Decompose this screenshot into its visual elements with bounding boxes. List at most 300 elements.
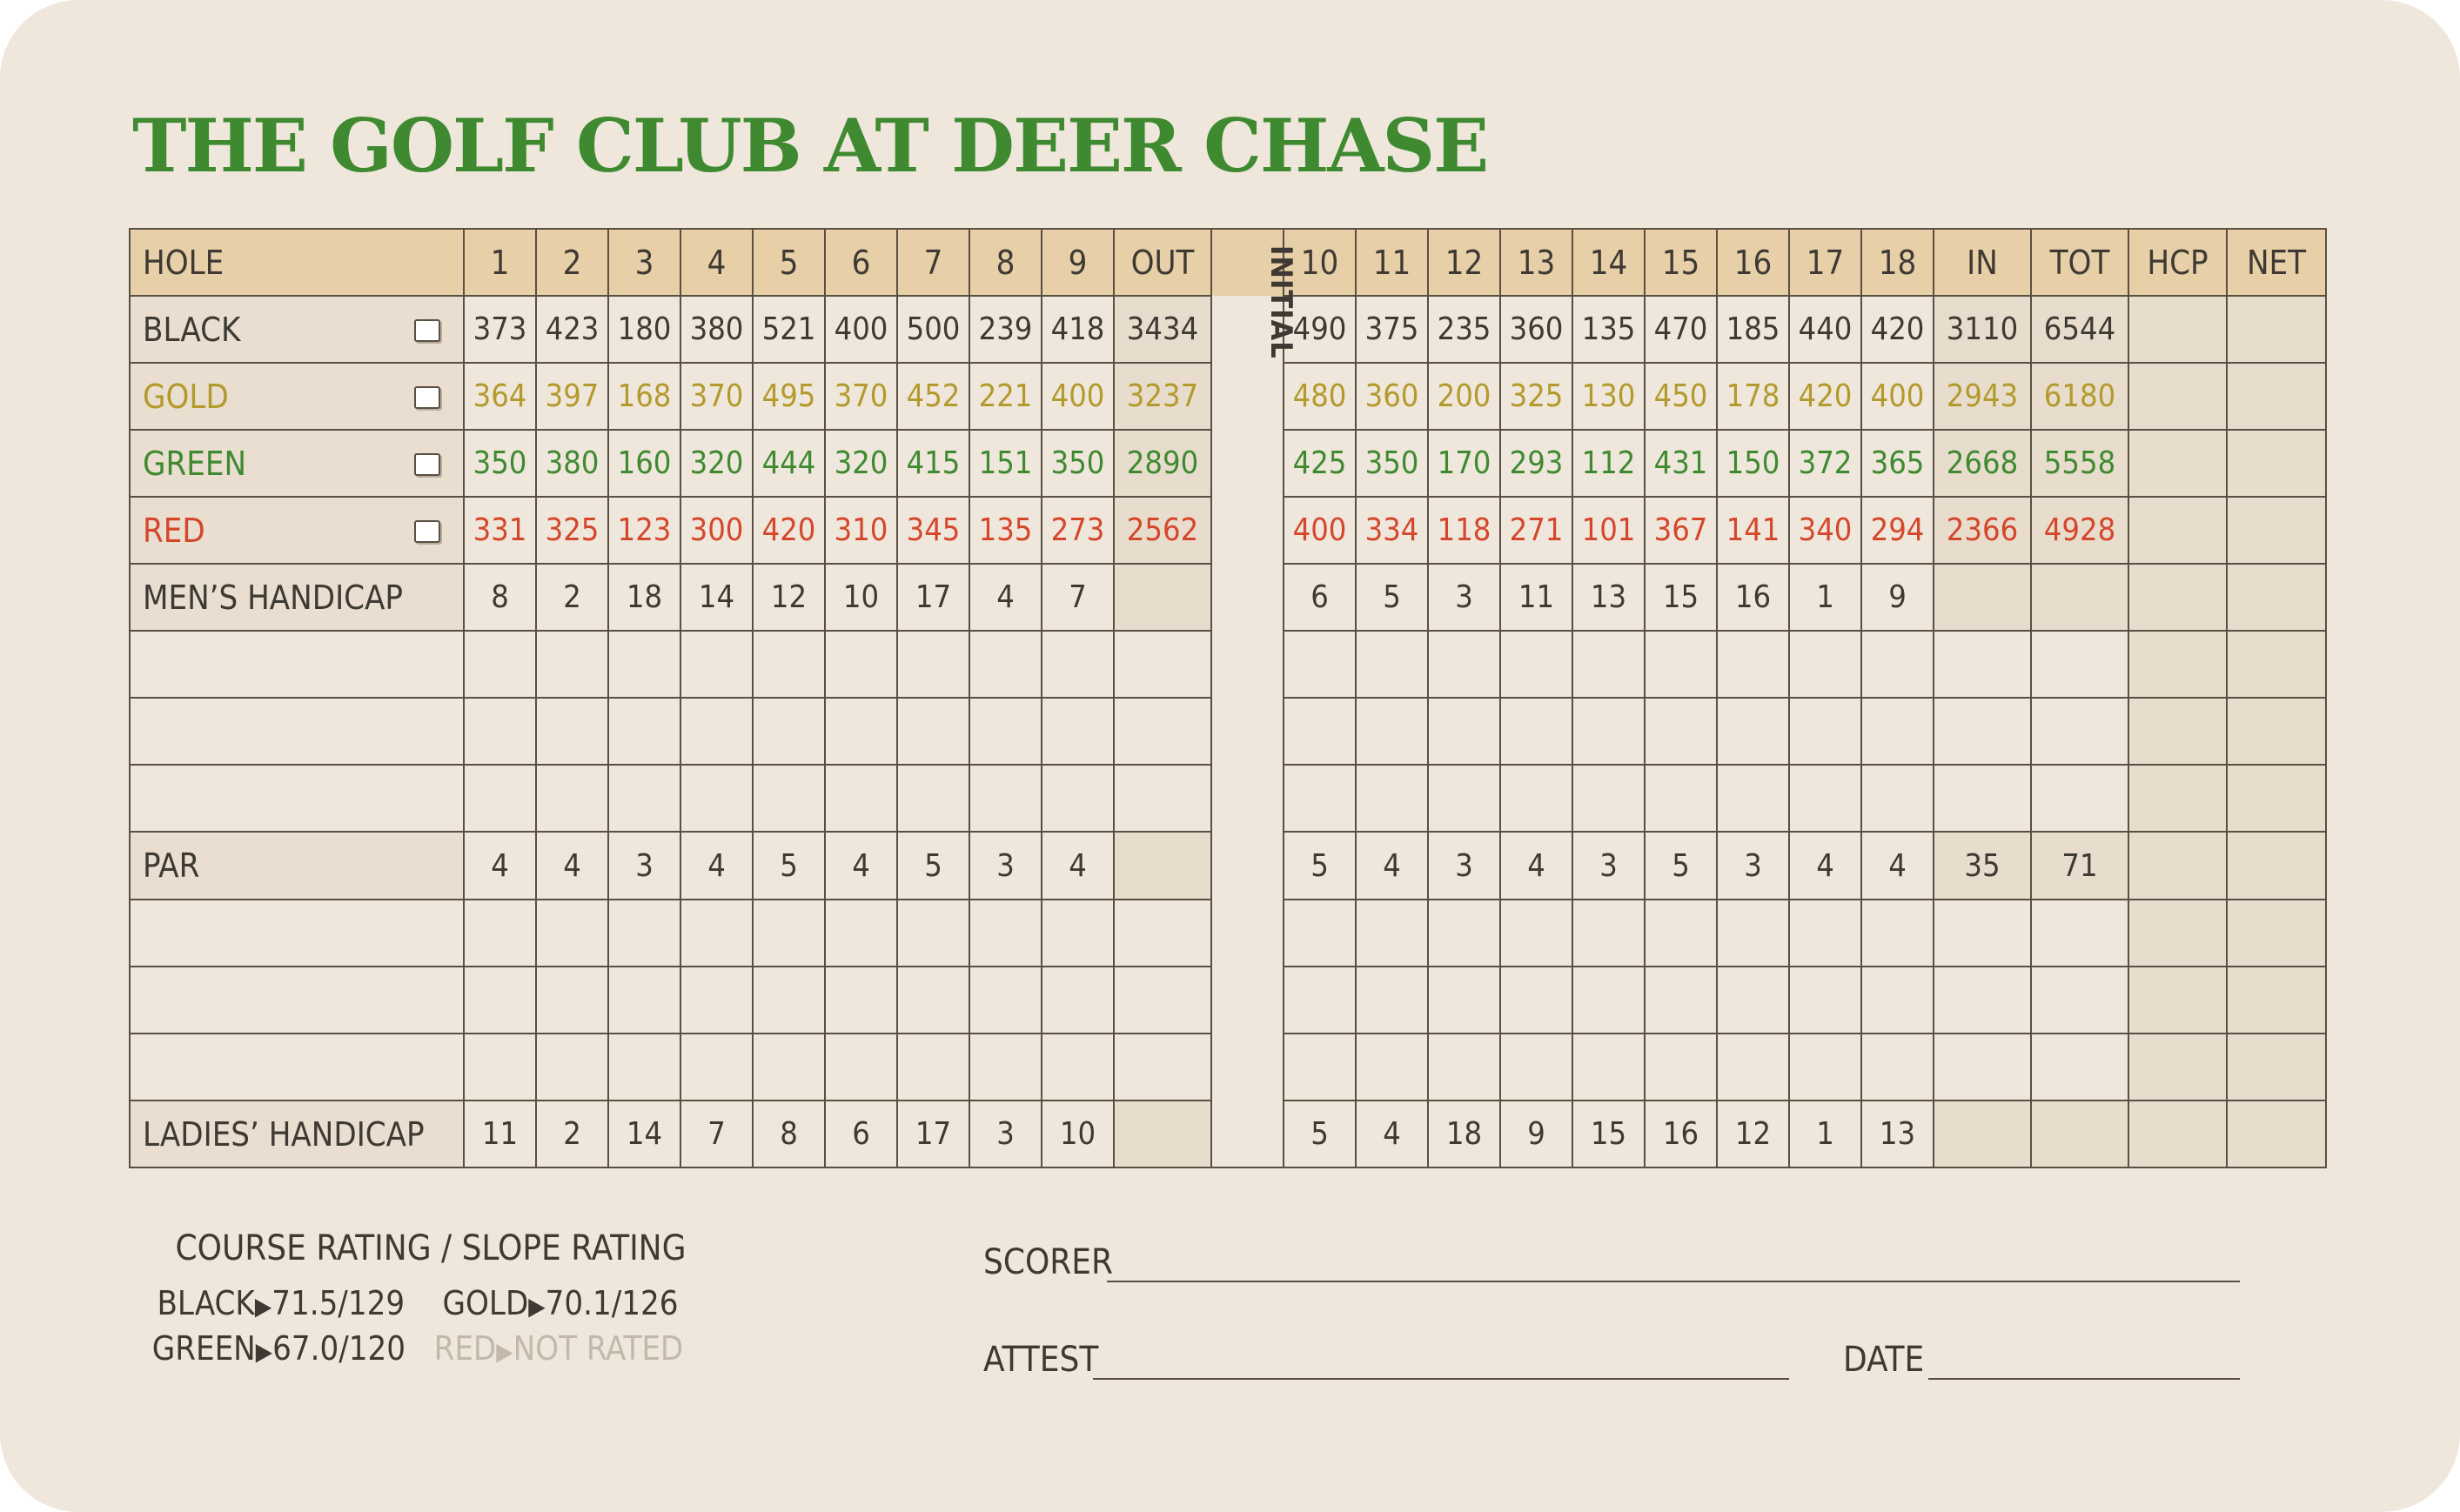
tee-label: RED — [143, 511, 205, 550]
score-cell[interactable] — [1428, 1034, 1500, 1101]
yardage-cell: 370 — [680, 363, 753, 430]
yardage-cell: 135 — [969, 497, 1042, 564]
hcp-cell[interactable] — [2128, 497, 2227, 564]
yardage-cell: 470 — [1645, 296, 1717, 363]
score-cell[interactable] — [1284, 698, 1356, 765]
mens-handicap-cell: 15 — [1645, 564, 1717, 631]
hole-number: 4 — [680, 229, 753, 296]
scorer-line[interactable] — [1107, 1281, 2240, 1282]
yardage-cell: 400 — [1861, 363, 1934, 430]
net-cell[interactable] — [2227, 1101, 2326, 1167]
score-cell[interactable] — [680, 967, 753, 1034]
score-cell[interactable] — [1572, 698, 1645, 765]
hole-number: 5 — [753, 229, 825, 296]
table-row — [130, 430, 2326, 497]
yardage-cell: 415 — [897, 430, 969, 497]
yardage-cell: 423 — [536, 296, 608, 363]
rating-black-label: BLACK — [157, 1284, 255, 1322]
par-cell: 5 — [897, 832, 969, 900]
table-row — [130, 765, 2326, 832]
score-cell[interactable] — [1861, 1034, 1934, 1101]
initial-column[interactable] — [1211, 1034, 1284, 1101]
score-cell[interactable] — [969, 698, 1042, 765]
score-cell[interactable] — [1645, 1034, 1717, 1101]
tot-cell[interactable] — [2031, 765, 2128, 832]
date-label: DATE — [1843, 1340, 1925, 1380]
score-cell[interactable] — [1284, 765, 1356, 832]
yardage-cell: 350 — [1042, 430, 1114, 497]
yardage-cell: 101 — [1572, 497, 1645, 564]
net-header: NET — [2227, 229, 2326, 296]
hole-number: 8 — [969, 229, 1042, 296]
tot-cell — [2031, 1101, 2128, 1167]
score-cell[interactable] — [680, 765, 753, 832]
arrow-icon: ▶ — [496, 1337, 513, 1366]
tot-cell[interactable] — [2031, 1034, 2128, 1101]
hcp-cell[interactable] — [2128, 430, 2227, 497]
course-title: THE GOLF CLUB AT DEER CHASE — [132, 103, 1488, 189]
arrow-icon: ▶ — [528, 1292, 546, 1321]
initial-column[interactable] — [1211, 900, 1284, 967]
player-name-cell[interactable] — [130, 631, 464, 698]
tot-cell[interactable] — [2031, 900, 2128, 967]
attest-line[interactable] — [1093, 1378, 1789, 1380]
score-cell[interactable] — [1500, 900, 1572, 967]
score-cell[interactable] — [464, 967, 536, 1034]
out-cell[interactable] — [1114, 900, 1211, 967]
score-cell[interactable] — [608, 765, 680, 832]
tot-total: 5558 — [2031, 430, 2128, 497]
score-cell[interactable] — [464, 900, 536, 967]
date-line[interactable] — [1928, 1378, 2240, 1380]
player-name-cell[interactable] — [130, 698, 464, 765]
score-cell[interactable] — [1356, 698, 1428, 765]
ladies-handicap-cell: 3 — [969, 1101, 1042, 1167]
score-cell[interactable] — [897, 967, 969, 1034]
tot-cell[interactable] — [2031, 967, 2128, 1034]
score-cell[interactable] — [1861, 967, 1934, 1034]
initial-column[interactable] — [1211, 967, 1284, 1034]
in-total: 2668 — [1934, 430, 2031, 497]
in-cell — [1934, 564, 2031, 631]
ladies-handicap-cell: 17 — [897, 1101, 969, 1167]
hcp-cell[interactable] — [2128, 296, 2227, 363]
yardage-cell: 273 — [1042, 497, 1114, 564]
net-cell[interactable] — [2227, 631, 2326, 698]
hole-number: 14 — [1572, 229, 1645, 296]
score-cell[interactable] — [464, 631, 536, 698]
initial-column[interactable] — [1211, 832, 1284, 900]
tee-checkbox[interactable] — [414, 319, 440, 342]
table-row — [130, 900, 2326, 967]
mens-handicap-cell: 16 — [1717, 564, 1789, 631]
score-cell[interactable] — [753, 698, 825, 765]
score-cell[interactable] — [825, 900, 897, 967]
hole-number: 15 — [1645, 229, 1717, 296]
out-cell[interactable] — [1114, 631, 1211, 698]
score-cell[interactable] — [1428, 765, 1500, 832]
hcp-cell[interactable] — [2128, 363, 2227, 430]
ratings-line-1 — [131, 1284, 705, 1322]
hole-number: 6 — [825, 229, 897, 296]
score-cell[interactable] — [1789, 631, 1861, 698]
par-cell: 4 — [1861, 832, 1934, 900]
yardage-cell: 340 — [1789, 497, 1861, 564]
hcp-cell[interactable] — [2128, 698, 2227, 765]
net-cell[interactable] — [2227, 296, 2326, 363]
yardage-cell: 235 — [1428, 296, 1500, 363]
score-cell[interactable] — [536, 631, 608, 698]
score-cell[interactable] — [753, 631, 825, 698]
in-cell[interactable] — [1934, 631, 2031, 698]
out-cell[interactable] — [1114, 765, 1211, 832]
yardage-cell: 160 — [608, 430, 680, 497]
hole-header: HOLE — [130, 229, 464, 296]
yardage-cell: 135 — [1572, 296, 1645, 363]
score-cell[interactable] — [897, 631, 969, 698]
par-cell: 4 — [680, 832, 753, 900]
score-cell[interactable] — [1789, 1034, 1861, 1101]
yardage-cell: 118 — [1428, 497, 1500, 564]
ladies-handicap-cell: 10 — [1042, 1101, 1114, 1167]
ladies-handicap-label: LADIES’ HANDICAP — [130, 1101, 464, 1167]
out-total: 3434 — [1114, 296, 1211, 363]
yardage-cell: 431 — [1645, 430, 1717, 497]
tot-header: TOT — [2031, 229, 2128, 296]
yardage-cell: 180 — [608, 296, 680, 363]
yardage-cell: 293 — [1500, 430, 1572, 497]
table-row — [130, 296, 2326, 363]
yardage-cell: 420 — [753, 497, 825, 564]
in-cell — [1934, 1101, 2031, 1167]
hole-number: 13 — [1500, 229, 1572, 296]
score-cell[interactable] — [1861, 631, 1934, 698]
yardage-cell: 370 — [825, 363, 897, 430]
ladies-handicap-cell: 6 — [825, 1101, 897, 1167]
score-cell[interactable] — [1356, 765, 1428, 832]
par-label: PAR — [130, 832, 464, 900]
player-name-cell[interactable] — [130, 967, 464, 1034]
score-cell[interactable] — [1717, 1034, 1789, 1101]
table-row — [130, 497, 2326, 564]
ladies-handicap-cell: 14 — [608, 1101, 680, 1167]
ladies-handicap-cell: 2 — [536, 1101, 608, 1167]
score-cell[interactable] — [1500, 765, 1572, 832]
score-cell[interactable] — [1042, 698, 1114, 765]
hole-number: 16 — [1717, 229, 1789, 296]
in-cell[interactable] — [1934, 765, 2031, 832]
rating-black-value: 71.5/129 — [271, 1284, 406, 1322]
score-cell[interactable] — [1284, 631, 1356, 698]
score-cell[interactable] — [1717, 698, 1789, 765]
yardage-cell: 360 — [1356, 363, 1428, 430]
yardage-cell: 271 — [1500, 497, 1572, 564]
yardage-cell: 373 — [464, 296, 536, 363]
score-cell[interactable] — [1042, 1034, 1114, 1101]
yardage-cell: 490 — [1284, 296, 1356, 363]
net-cell[interactable] — [2227, 967, 2326, 1034]
score-cell[interactable] — [536, 698, 608, 765]
hole-number: 11 — [1356, 229, 1428, 296]
score-cell[interactable] — [969, 765, 1042, 832]
mens-handicap-cell: 18 — [608, 564, 680, 631]
score-cell[interactable] — [1428, 900, 1500, 967]
score-cell[interactable] — [1717, 900, 1789, 967]
hcp-cell[interactable] — [2128, 564, 2227, 631]
score-cell[interactable] — [608, 631, 680, 698]
score-cell[interactable] — [897, 698, 969, 765]
score-cell[interactable] — [1645, 900, 1717, 967]
score-cell[interactable] — [753, 900, 825, 967]
score-cell[interactable] — [1789, 967, 1861, 1034]
score-cell[interactable] — [680, 1034, 753, 1101]
score-cell[interactable] — [1645, 698, 1717, 765]
score-cell[interactable] — [753, 765, 825, 832]
score-cell[interactable] — [825, 698, 897, 765]
score-cell[interactable] — [753, 967, 825, 1034]
score-cell[interactable] — [1500, 631, 1572, 698]
net-cell[interactable] — [2227, 698, 2326, 765]
score-cell[interactable] — [1645, 631, 1717, 698]
initial-column[interactable] — [1211, 631, 1284, 698]
hcp-cell[interactable] — [2128, 1034, 2227, 1101]
score-cell[interactable] — [1572, 967, 1645, 1034]
yardage-cell: 350 — [1356, 430, 1428, 497]
score-cell[interactable] — [608, 900, 680, 967]
yardage-cell: 397 — [536, 363, 608, 430]
score-cell[interactable] — [536, 1034, 608, 1101]
in-header: IN — [1934, 229, 2031, 296]
hole-number: 17 — [1789, 229, 1861, 296]
score-cell[interactable] — [608, 967, 680, 1034]
net-cell[interactable] — [2227, 497, 2326, 564]
arrow-icon: ▶ — [254, 1292, 272, 1321]
score-cell[interactable] — [825, 765, 897, 832]
out-cell — [1114, 564, 1211, 631]
score-cell[interactable] — [464, 1034, 536, 1101]
yardage-cell: 123 — [608, 497, 680, 564]
tot-cell[interactable] — [2031, 698, 2128, 765]
net-cell[interactable] — [2227, 832, 2326, 900]
score-cell[interactable] — [825, 1034, 897, 1101]
score-cell[interactable] — [536, 900, 608, 967]
score-cell[interactable] — [1861, 698, 1934, 765]
score-cell[interactable] — [897, 1034, 969, 1101]
score-cell[interactable] — [1717, 967, 1789, 1034]
hcp-cell[interactable] — [2128, 765, 2227, 832]
in-total: 3110 — [1934, 296, 2031, 363]
net-cell[interactable] — [2227, 430, 2326, 497]
tee-name — [130, 430, 464, 497]
table-row — [130, 1034, 2326, 1101]
score-cell[interactable] — [1572, 900, 1645, 967]
out-cell[interactable] — [1114, 698, 1211, 765]
hole-number: 7 — [897, 229, 969, 296]
par-cell: 3 — [1572, 832, 1645, 900]
ladies-handicap-cell: 1 — [1789, 1101, 1861, 1167]
net-cell[interactable] — [2227, 900, 2326, 967]
hcp-header: HCP — [2128, 229, 2227, 296]
score-cell[interactable] — [1042, 900, 1114, 967]
score-cell[interactable] — [1500, 698, 1572, 765]
par-cell: 4 — [1789, 832, 1861, 900]
yardage-cell: 444 — [753, 430, 825, 497]
score-cell[interactable] — [753, 1034, 825, 1101]
arrow-icon: ▶ — [255, 1337, 273, 1366]
yardage-cell: 331 — [464, 497, 536, 564]
score-cell[interactable] — [969, 1034, 1042, 1101]
score-cell[interactable] — [897, 900, 969, 967]
score-cell[interactable] — [536, 765, 608, 832]
score-cell[interactable] — [536, 967, 608, 1034]
score-cell[interactable] — [897, 765, 969, 832]
score-cell[interactable] — [1284, 967, 1356, 1034]
hcp-cell[interactable] — [2128, 967, 2227, 1034]
tot-cell[interactable] — [2031, 631, 2128, 698]
yardage-cell: 130 — [1572, 363, 1645, 430]
score-cell[interactable] — [825, 631, 897, 698]
in-cell[interactable] — [1934, 698, 2031, 765]
hcp-cell[interactable] — [2128, 900, 2227, 967]
yardage-cell: 239 — [969, 296, 1042, 363]
yardage-cell: 320 — [825, 430, 897, 497]
score-cell[interactable] — [608, 698, 680, 765]
yardage-cell: 418 — [1042, 296, 1114, 363]
hole-number: 3 — [608, 229, 680, 296]
score-cell[interactable] — [1645, 967, 1717, 1034]
initial-column[interactable] — [1211, 564, 1284, 631]
score-cell[interactable] — [1356, 967, 1428, 1034]
score-cell[interactable] — [1042, 765, 1114, 832]
tee-checkbox[interactable] — [414, 520, 440, 543]
ladies-handicap-cell: 8 — [753, 1101, 825, 1167]
mens-handicap-cell: 1 — [1789, 564, 1861, 631]
score-cell[interactable] — [1645, 765, 1717, 832]
par-cell: 5 — [1645, 832, 1717, 900]
out-cell[interactable] — [1114, 967, 1211, 1034]
in-cell[interactable] — [1934, 1034, 2031, 1101]
table-row — [130, 363, 2326, 430]
score-cell[interactable] — [1284, 1034, 1356, 1101]
tee-name — [130, 363, 464, 430]
score-cell[interactable] — [1717, 765, 1789, 832]
score-cell[interactable] — [1861, 900, 1934, 967]
in-cell: 35 — [1934, 832, 2031, 900]
score-cell[interactable] — [608, 1034, 680, 1101]
tee-label: GOLD — [143, 377, 229, 416]
ladies-handicap-cell: 4 — [1356, 1101, 1428, 1167]
ladies-handicap-cell: 7 — [680, 1101, 753, 1167]
hcp-cell[interactable] — [2128, 631, 2227, 698]
score-cell[interactable] — [1717, 631, 1789, 698]
score-cell[interactable] — [680, 631, 753, 698]
out-total: 2562 — [1114, 497, 1211, 564]
par-cell: 3 — [608, 832, 680, 900]
mens-handicap-cell: 4 — [969, 564, 1042, 631]
tee-checkbox[interactable] — [414, 386, 440, 409]
score-cell[interactable] — [1572, 631, 1645, 698]
player-name-cell[interactable] — [130, 900, 464, 967]
initial-column[interactable] — [1211, 698, 1284, 765]
in-cell[interactable] — [1934, 900, 2031, 967]
score-cell[interactable] — [1284, 900, 1356, 967]
initial-column[interactable] — [1211, 765, 1284, 832]
score-cell[interactable] — [969, 967, 1042, 1034]
rating-green-value: 67.0/120 — [272, 1329, 406, 1368]
hcp-cell[interactable] — [2128, 1101, 2227, 1167]
score-cell[interactable] — [969, 631, 1042, 698]
ladies-handicap-cell: 16 — [1645, 1101, 1717, 1167]
initial-column[interactable] — [1211, 363, 1284, 430]
score-cell[interactable] — [1428, 967, 1500, 1034]
score-cell[interactable] — [464, 765, 536, 832]
mens-handicap-cell: 12 — [753, 564, 825, 631]
score-cell[interactable] — [1789, 698, 1861, 765]
score-cell[interactable] — [680, 698, 753, 765]
score-cell[interactable] — [1861, 765, 1934, 832]
ladies-handicap-cell: 18 — [1428, 1101, 1500, 1167]
yardage-cell: 500 — [897, 296, 969, 363]
in-cell[interactable] — [1934, 967, 2031, 1034]
hcp-cell[interactable] — [2128, 832, 2227, 900]
out-cell[interactable] — [1114, 1034, 1211, 1101]
score-cell[interactable] — [1042, 967, 1114, 1034]
mens-handicap-cell: 13 — [1572, 564, 1645, 631]
yardage-cell: 425 — [1284, 430, 1356, 497]
score-cell[interactable] — [825, 967, 897, 1034]
tee-label: BLACK — [143, 310, 241, 349]
score-cell[interactable] — [1356, 1034, 1428, 1101]
score-cell[interactable] — [969, 900, 1042, 967]
yardage-cell: 170 — [1428, 430, 1500, 497]
score-cell[interactable] — [1500, 1034, 1572, 1101]
par-cell: 3 — [1717, 832, 1789, 900]
score-cell[interactable] — [1042, 631, 1114, 698]
hole-number: 1 — [464, 229, 536, 296]
tee-label: GREEN — [143, 444, 247, 483]
score-cell[interactable] — [464, 698, 536, 765]
ratings-line-2 — [131, 1329, 705, 1368]
hole-number: 12 — [1428, 229, 1500, 296]
net-cell[interactable] — [2227, 564, 2326, 631]
initial-column[interactable] — [1211, 1101, 1284, 1167]
player-name-cell[interactable] — [130, 1034, 464, 1101]
tee-checkbox[interactable] — [414, 453, 440, 476]
yardage-cell: 452 — [897, 363, 969, 430]
player-name-cell[interactable] — [130, 765, 464, 832]
yardage-cell: 345 — [897, 497, 969, 564]
score-cell[interactable] — [1789, 765, 1861, 832]
yardage-cell: 450 — [1645, 363, 1717, 430]
net-cell[interactable] — [2227, 363, 2326, 430]
mens-handicap-cell: 2 — [536, 564, 608, 631]
net-cell[interactable] — [2227, 765, 2326, 832]
net-cell[interactable] — [2227, 1034, 2326, 1101]
score-cell[interactable] — [1572, 765, 1645, 832]
score-cell[interactable] — [1356, 631, 1428, 698]
score-cell[interactable] — [1428, 631, 1500, 698]
initial-column[interactable] — [1211, 430, 1284, 497]
score-cell[interactable] — [1572, 1034, 1645, 1101]
score-cell[interactable] — [1500, 967, 1572, 1034]
score-cell[interactable] — [1789, 900, 1861, 967]
initial-column[interactable] — [1211, 497, 1284, 564]
score-cell[interactable] — [680, 900, 753, 967]
score-cell[interactable] — [1428, 698, 1500, 765]
yardage-cell: 375 — [1356, 296, 1428, 363]
mens-handicap-cell: 14 — [680, 564, 753, 631]
score-cell[interactable] — [1356, 900, 1428, 967]
